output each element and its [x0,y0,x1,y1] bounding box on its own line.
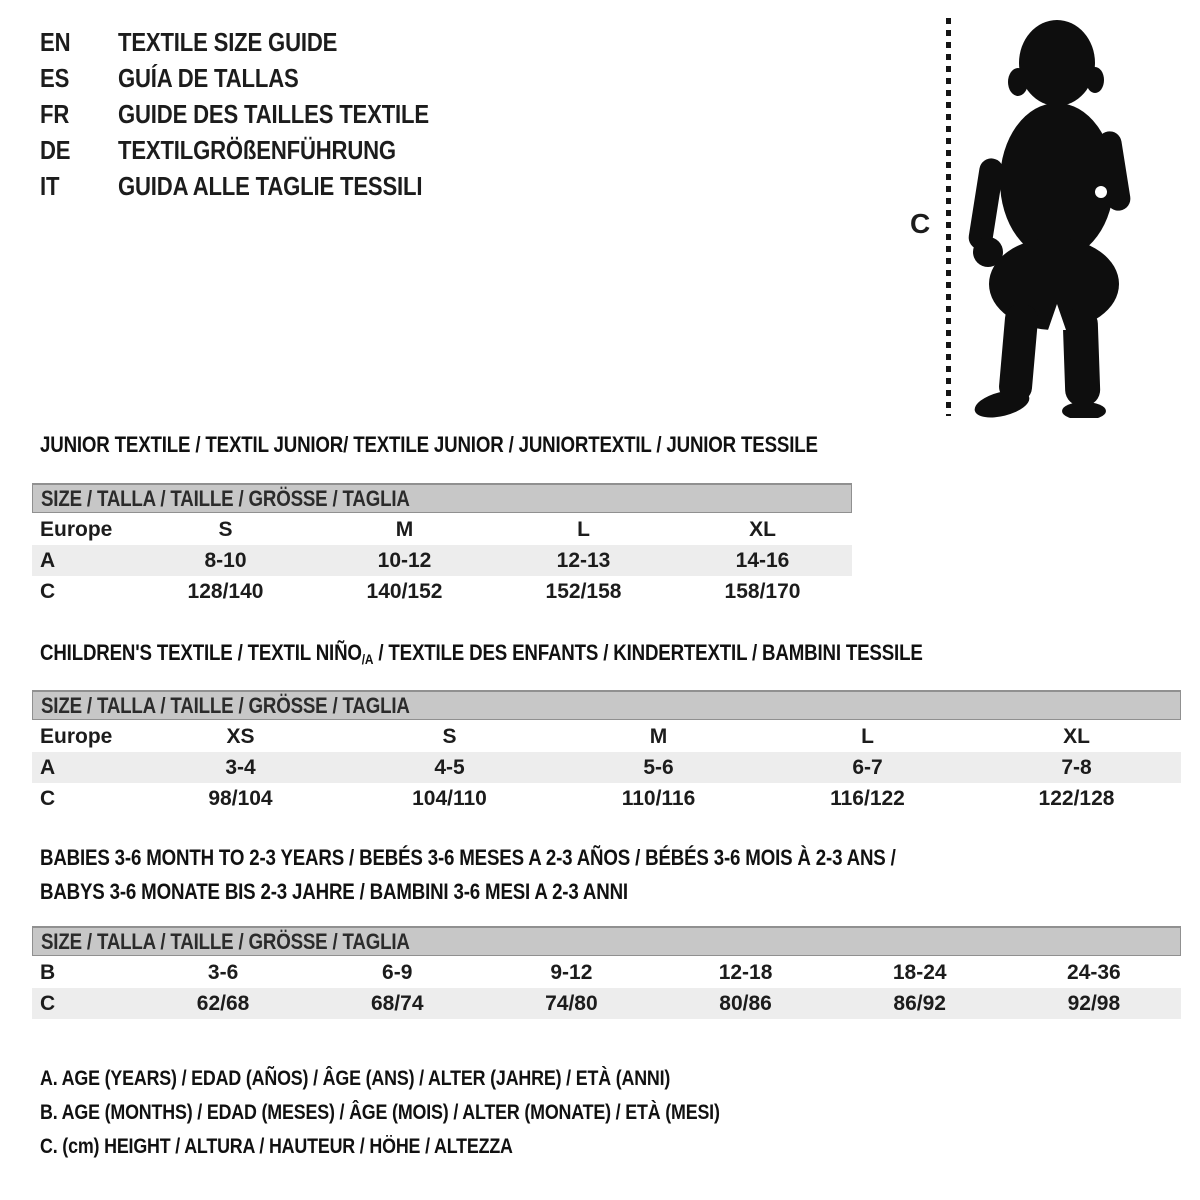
size-value: 6-9 [382,960,413,984]
size-row-europe [32,514,852,545]
size-value: XL [749,517,776,541]
size-value: 74/80 [545,991,598,1015]
size-value: 18-24 [892,960,947,984]
children-section-title: CHILDREN'S TEXTILE / TEXTIL $NIÑO_{/A}$ / TEXTILE DES ENFANTS / KINDERTEXTIL / BAMBINI TESSILE [40,640,923,667]
language-guide-title: TEXTILGRÖßENFÜHRUNG [118,134,396,165]
size-value: M [395,517,414,541]
language-guide-title: GUÍA DE TALLAS [118,62,299,93]
babies-table-grid [32,957,1181,1019]
row-label: Europe [40,517,113,541]
size-value: 158/170 [724,579,801,603]
size-value: XL [1063,724,1090,748]
size-value: S [218,517,233,541]
nino-a-subscript: /A [361,651,374,667]
size-row-b [32,957,1181,988]
size-value: 110/116 [621,786,696,810]
row-label: C [40,579,56,603]
size-value: L [861,724,874,748]
size-value: 7-8 [1061,755,1092,779]
size-value: M [649,724,668,748]
language-code: ES [40,62,70,93]
language-guide-title: GUIDA ALLE TAGLIE TESSILI [118,170,423,201]
size-value: 8-10 [204,548,247,572]
junior-size-table [32,483,852,607]
language-code: FR [40,98,70,129]
size-value: 80/86 [719,991,772,1015]
size-value: 12-13 [556,548,611,572]
row-label: A [40,548,56,572]
size-value: 68/74 [370,991,424,1015]
size-value: 9-12 [550,960,593,984]
size-value: 140/152 [366,579,443,603]
size-row-c [32,783,1181,814]
size-value: 98/104 [208,786,273,810]
legend-line-b: B. AGE (MONTHS) / EDAD (MESES) / ÂGE (MOIS) / ALTER (MONATE) / ETÀ (MESI) [40,1101,720,1124]
row-label: B [40,960,56,984]
size-value: 122/128 [1038,786,1115,810]
size-value: 116/122 [830,786,905,810]
size-value: 10-12 [377,548,432,572]
language-guide-title: GUIDE DES TAILLES TEXTILE [118,98,429,129]
size-value: 5-6 [643,755,674,779]
size-value: 92/98 [1067,991,1121,1015]
size-value: 24-36 [1067,960,1121,984]
size-value: 104/110 [412,786,487,810]
language-row-en [40,24,484,60]
size-value: L [577,517,590,541]
size-value: 3-4 [225,755,256,779]
children-size-table [32,690,1181,814]
language-code: DE [40,134,71,165]
junior-section-title: JUNIOR TEXTILE / TEXTIL JUNIOR/ TEXTILE JUNIOR / JUNIORTEXTIL / JUNIOR TESSILE [40,432,818,457]
size-value: 14-16 [735,548,790,572]
language-title-list [40,24,484,204]
size-row-c [32,576,852,607]
height-measure-dashed-line [946,18,951,416]
babies-size-table [32,926,1181,1019]
size-row-a [32,545,852,576]
legend-line-c: C. (cm) HEIGHT / ALTURA / HAUTEUR / HÖHE / ALTEZZA [40,1135,513,1158]
language-code: EN [40,26,71,57]
legend-line-a: A. AGE (YEARS) / EDAD (AÑOS) / ÂGE (ANS) / ALTER (JAHRE) / ETÀ (ANNI) [40,1067,671,1090]
language-row-es [40,60,484,96]
row-label: C [40,786,56,810]
size-row-a [32,752,1181,783]
row-label: C [40,991,56,1015]
size-value: 6-7 [852,755,883,779]
language-row-it [40,168,484,204]
babies-section-title: BABIES 3-6 MONTH TO 2-3 YEARS / BEBÉS 3-6 MESES A 2-3 AÑOS / BÉBÉS 3-6 MOIS À 2-3 ANS / BABYS 3-6 MONATE BIS 2-3 JAHRE / BAMBINI 3-6 MESI A 2-3 ANNI [40,845,896,904]
size-value: 4-5 [434,755,465,779]
size-value: 3-6 [207,960,239,984]
language-guide-title: TEXTILE SIZE GUIDE [118,26,338,57]
size-value: S [442,724,457,748]
toddler-silhouette-image [966,16,1136,418]
language-row-de [40,132,484,168]
size-header-bar: SIZE / TALLA / TAILLE / GRÖSSE / TAGLIA [32,483,852,513]
measure-legend [40,1062,840,1164]
size-value: 12-18 [718,960,773,984]
height-measure-label: C [910,208,931,239]
size-row-europe [32,721,1181,752]
size-header-bar: SIZE / TALLA / TAILLE / GRÖSSE / TAGLIA [32,690,1181,720]
language-row-fr [40,96,484,132]
language-code: IT [40,170,60,201]
size-value: 86/92 [893,991,946,1015]
junior-table-grid [32,514,852,607]
size-value: XS [226,724,255,748]
size-row-c [32,988,1181,1019]
children-table-grid [32,721,1181,814]
row-label: Europe [40,724,113,748]
size-header-bar: SIZE / TALLA / TAILLE / GRÖSSE / TAGLIA [32,926,1181,956]
size-value: 128/140 [187,579,264,603]
row-label: A [40,755,56,779]
size-value: 152/158 [545,579,622,603]
size-value: 62/68 [196,991,250,1015]
